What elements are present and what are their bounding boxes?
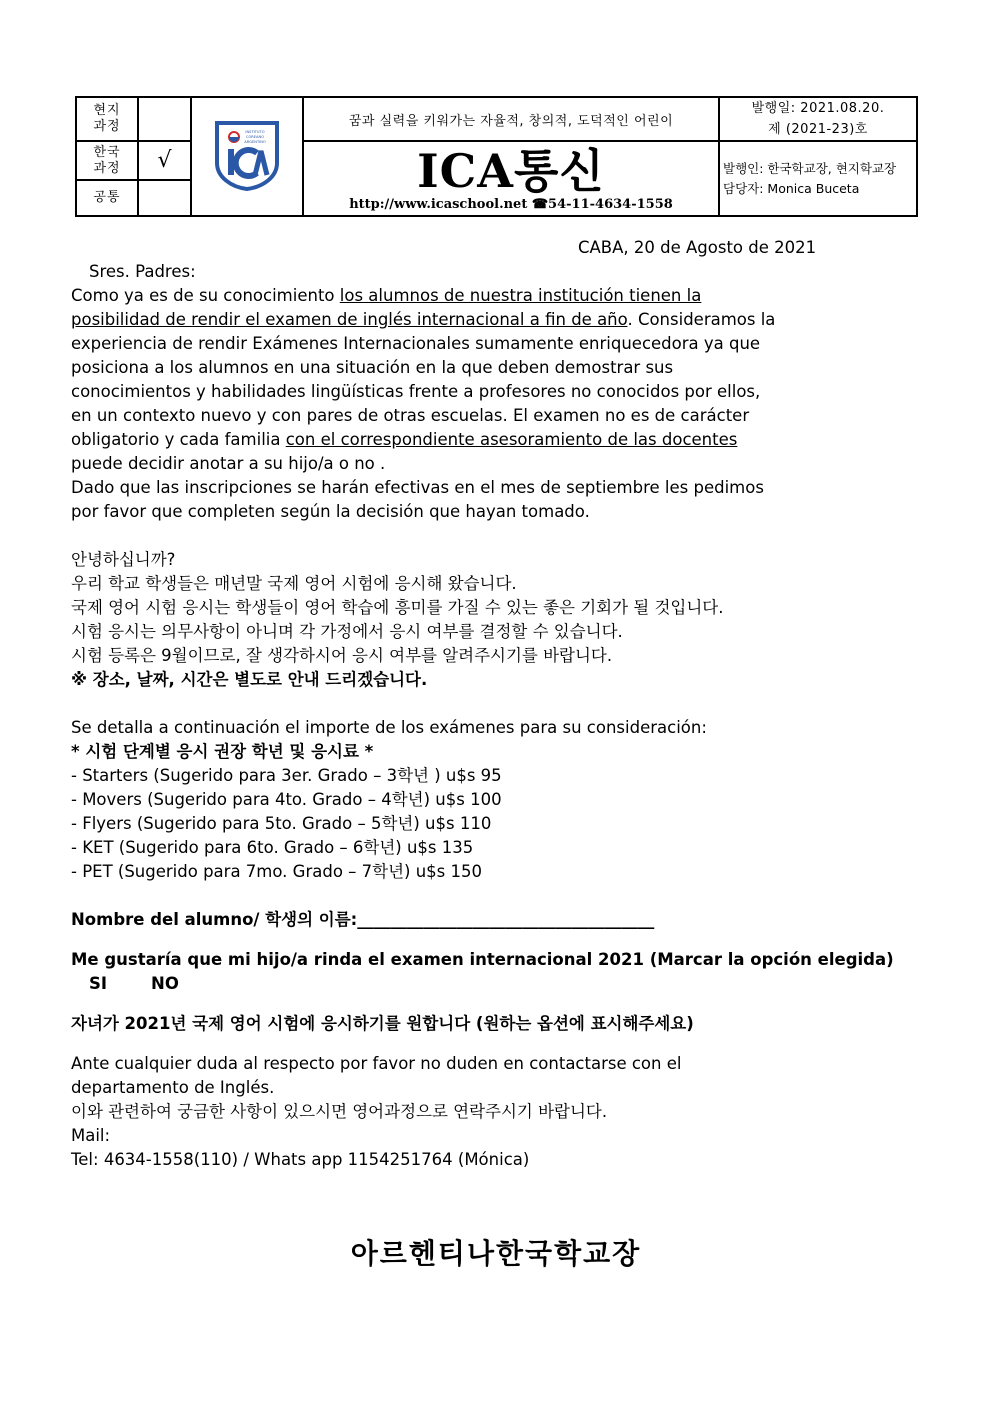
underlined-text: con el correspondiente asesoramiento de las docentes <box>285 430 738 449</box>
fee-item: - KET (Sugerido para 6to. Grado – 6학년) u$s 135 <box>71 838 474 857</box>
question-spanish: Me gustaría que mi hijo/a rinda el examen internacional 2021 (Marcar la opción elegida) <box>71 950 894 969</box>
paragraph-line <box>71 308 931 332</box>
category-korean-label: 한국 과정 <box>93 144 121 176</box>
korean-greeting: 안녕하십니까? <box>71 550 176 569</box>
logo-text-1: INSTITUTO <box>245 129 265 134</box>
fee-item: - Movers (Sugerido para 4to. Grado – 4학년) u$s 100 <box>71 790 502 809</box>
fees-intro: Se detalla a continuación el importe de los exámenes para su consideración: <box>71 718 707 737</box>
check-cell-korean <box>138 141 191 180</box>
newsletter-header <box>75 96 918 217</box>
category-korean <box>76 141 138 180</box>
underlined-text: los alumnos de nuestra institución tienen la <box>339 286 702 305</box>
closing-signature: 아르헨티나한국학교장 <box>350 1237 642 1270</box>
paragraph-line: conocimientos y habilidades lingüísticas frente a profesores no conocidos por ellos, <box>71 382 761 401</box>
paragraph-line: en un contexto nuevo y con pares de otras escuelas. El examen no es de carácter <box>71 406 750 425</box>
letter-date: CABA, 20 de Agosto de 2021 <box>578 238 817 257</box>
options-line <box>71 972 931 996</box>
category-common <box>76 180 138 216</box>
fee-item: - Flyers (Sugerido para 5to. Grado – 5학년) u$s 110 <box>71 814 492 833</box>
korean-line: 시험 등록은 9월이므로, 잘 생각하시어 응시 여부를 알려주시기를 바랍니다. <box>71 646 613 665</box>
paragraph-line <box>71 284 931 308</box>
korean-line: 우리 학교 학생들은 매년말 국제 영어 시험에 응시해 왔습니다. <box>71 574 517 593</box>
option-no[interactable]: NO <box>151 974 179 993</box>
manager: 담당자: Monica Buceta <box>723 180 860 196</box>
check-cell-local <box>138 97 191 141</box>
paragraph-line: por favor que completen según la decisión que hayan tomado. <box>71 502 590 521</box>
issue-number: 제 (2021-23)호 <box>768 122 868 137</box>
underlined-text: posibilidad de rendir el examen de inglés internacional a fin de año <box>71 310 628 329</box>
contact-line: Ante cualquier duda al respecto por favor no duden en contactarse con el <box>71 1054 682 1073</box>
text-run: obligatorio y cada familia <box>71 430 286 449</box>
category-common-label: 공통 <box>93 190 121 205</box>
korean-line: 시험 응시는 의무사항이 아니며 각 가정에서 응시 여부를 결정할 수 있습니다. <box>71 622 623 641</box>
category-local <box>76 97 138 141</box>
logo-text-2: COREANO <box>245 134 265 139</box>
paragraph-line: puede decidir anotar a su hijo/a o no . <box>71 454 386 473</box>
publisher: 발행인: 한국학교장, 현지학교장 <box>723 160 897 176</box>
paragraph-line: posiciona a los alumnos en una situación en la que deben demostrar sus <box>71 358 674 377</box>
paragraph-line <box>71 428 931 452</box>
check-cell-common <box>138 180 191 216</box>
letter-body <box>71 236 931 1172</box>
korean-line: 국제 영어 시험 응시는 학생들이 영어 학습에 흥미를 가질 수 있는 좋은 기회가 될 것입니다. <box>71 598 724 617</box>
mail-line: Mail: <box>71 1126 111 1145</box>
check-mark: √ <box>157 148 172 173</box>
greeting: Sres. Padres: <box>89 262 196 281</box>
fee-item: - PET (Sugerido para 7mo. Grado – 7학년) u$s 150 <box>71 862 482 881</box>
slogan-cell <box>303 97 719 141</box>
question-korean: 자녀가 2021년 국제 영어 시험에 응시하기를 원합니다 (원하는 옵션에 표시해주세요) <box>71 1014 694 1033</box>
title-cell <box>303 141 719 216</box>
contact-line: departamento de Inglés. <box>71 1078 275 1097</box>
option-si[interactable]: SI <box>89 974 108 993</box>
korean-note: ※ 장소, 날짜, 시간은 별도로 안내 드리겠습니다. <box>71 670 428 689</box>
tel-line: Tel: 4634-1558(110) / Whats app 1154251764 (Mónica) <box>71 1150 530 1169</box>
newsletter-title: ICA통신 <box>417 144 605 198</box>
fee-item: - Starters (Sugerido para 3er. Grado – 3학년 ) u$s 95 <box>71 766 502 785</box>
text-run: . Consideramos la <box>627 310 776 329</box>
slogan: 꿈과 실력을 키워가는 자율적, 창의적, 도덕적인 어린이 <box>348 113 674 129</box>
paragraph-line: Dado que las inscripciones se harán efectivas en el mes de septiembre les pedimos <box>71 478 764 497</box>
paragraph-line: experiencia de rendir Exámenes Internacionales sumamente enriquecedora ya que <box>71 334 761 353</box>
fees-title: * 시험 단계별 응시 권장 학년 및 응시료 * <box>71 742 374 761</box>
logo-cell <box>191 97 303 216</box>
publisher-cell <box>719 141 917 216</box>
contact-korean: 이와 관련하여 궁금한 사항이 있으시면 영어과정으로 연락주시기 바랍니다. <box>71 1102 608 1121</box>
school-logo <box>211 119 283 191</box>
text-run: Como ya es de su conocimiento <box>71 286 340 305</box>
issue-cell <box>719 97 917 141</box>
issue-date: 발행일: 2021.08.20. <box>751 101 885 116</box>
category-local-label: 현지 과정 <box>93 103 121 134</box>
logo-text-3: ARGENTINO <box>244 139 266 144</box>
contact-line: http://www.icaschool.net ☎54-11-4634-1558 <box>349 197 673 212</box>
student-name-field[interactable]: Nombre del alumno/ 학생의 이름:____________________________________ <box>71 910 655 929</box>
